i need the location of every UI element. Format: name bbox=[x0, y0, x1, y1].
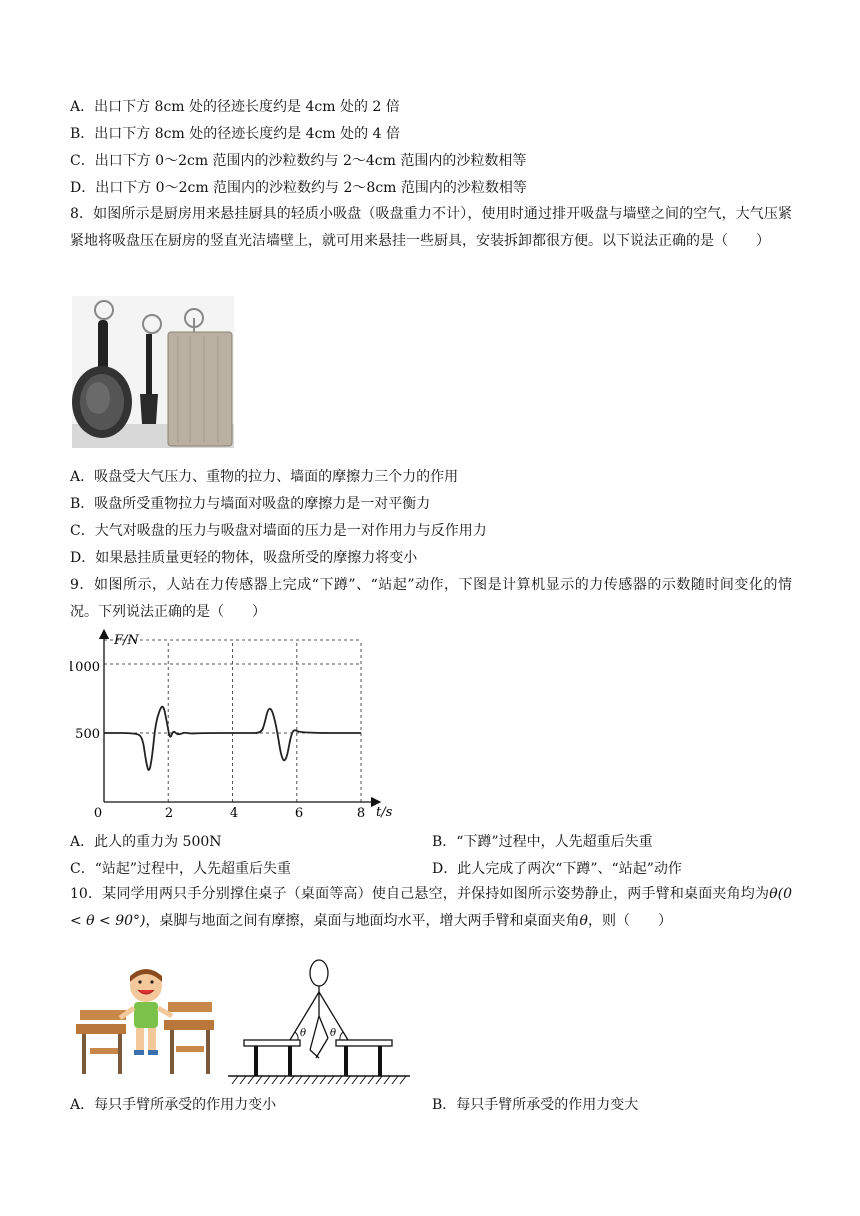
q9-option-a: A．此人的重力为 500N bbox=[70, 834, 222, 850]
q7-option-c: C．出口下方 0～2cm 范围内的沙粒数约与 2～4cm 范围内的沙粒数相等 bbox=[70, 153, 527, 169]
x-tick-label-4: 4 bbox=[229, 806, 239, 821]
y-tick-label-1000: 1000 bbox=[70, 660, 100, 675]
q9-option-b: B．“下蹲”过程中，人先超重后失重 bbox=[432, 834, 653, 850]
kitchen-suction-cup-photo bbox=[72, 296, 234, 448]
q8-option-d: D．如果悬挂质量更轻的物体，吸盘所受的摩擦力将变小 bbox=[70, 550, 418, 566]
q7-option-a: A．出口下方 8cm 处的径迹长度约是 4cm 处的 2 倍 bbox=[70, 99, 400, 115]
graph-grid bbox=[104, 640, 361, 802]
q10-stem-part3: ，则（ ） bbox=[587, 913, 672, 929]
x-tick-label-2: 2 bbox=[164, 806, 174, 821]
q10-option-a: A．每只手臂所承受的作用力变小 bbox=[70, 1097, 277, 1113]
q9-option-c: C．“站起”过程中，人先超重后失重 bbox=[70, 861, 292, 877]
q8-option-b: B．吸盘所受重物拉力与墙面对吸盘的摩擦力是一对平衡力 bbox=[70, 496, 431, 512]
q9-option-d: D．此人完成了两次“下蹲”、“站起”动作 bbox=[432, 861, 682, 877]
q7-option-d: D．出口下方 0～2cm 范围内的沙粒数约与 2～8cm 范围内的沙粒数相等 bbox=[70, 180, 527, 196]
y-tick-label-500: 500 bbox=[75, 727, 100, 742]
force-time-graph bbox=[70, 628, 400, 823]
x-tick-label-6: 6 bbox=[294, 806, 304, 821]
q8-option-c: C．大气对吸盘的压力与吸盘对墙面的压力是一对作用力与反作用力 bbox=[70, 523, 487, 539]
q8-stem: 8．如图所示是厨房用来悬挂厨具的轻质小吸盘（吸盘重力不计），使用时通过排开吸盘与墙壁之间的空气，大气压紧紧地将吸盘压在厨房的竖直光洁墙壁上，就可用来悬挂一些厨具，安装拆卸都很方便。以下说法正确的是（ ） bbox=[70, 206, 792, 249]
q10-stem-part1: 10．某同学用两只手分别撑住桌子（桌面等高）使自己悬空，并保持如图所示姿势静止，两手臂和桌面夹角均为 bbox=[70, 886, 770, 902]
theta-label-right: θ bbox=[330, 1028, 337, 1039]
x-axis-label: t/s bbox=[376, 805, 393, 820]
q7-option-b: B．出口下方 8cm 处的径迹长度约是 4cm 处的 4 倍 bbox=[70, 126, 400, 142]
q9-stem: 9．如图所示，人站在力传感器上完成“下蹲”、“站起”动作，下图是计算机显示的力传感器的示数随时间变化的情况。下列说法正确的是（ ） bbox=[70, 577, 792, 620]
student-desks-cartoon bbox=[76, 966, 216, 1078]
q10-stem bbox=[70, 881, 792, 935]
stick-figure-desks-diagram bbox=[226, 958, 412, 1086]
theta-label-left: θ bbox=[300, 1028, 307, 1039]
q10-theta-symbol: θ bbox=[579, 913, 588, 929]
y-axis-label: F/N bbox=[114, 633, 139, 648]
x-tick-label-8: 8 bbox=[356, 806, 366, 821]
q10-theta-range: θ(0 < θ < 90°) bbox=[70, 886, 792, 929]
q10-option-b: B．每只手臂所承受的作用力变大 bbox=[432, 1097, 639, 1113]
q8-option-a: A．吸盘受大气压力、重物的拉力、墙面的摩擦力三个力的作用 bbox=[70, 469, 459, 485]
q10-stem-part2: ，桌脚与地面之间有摩擦，桌面与地面均水平，增大两手臂和桌面夹角 bbox=[145, 913, 580, 929]
origin-label: 0 bbox=[93, 806, 103, 821]
